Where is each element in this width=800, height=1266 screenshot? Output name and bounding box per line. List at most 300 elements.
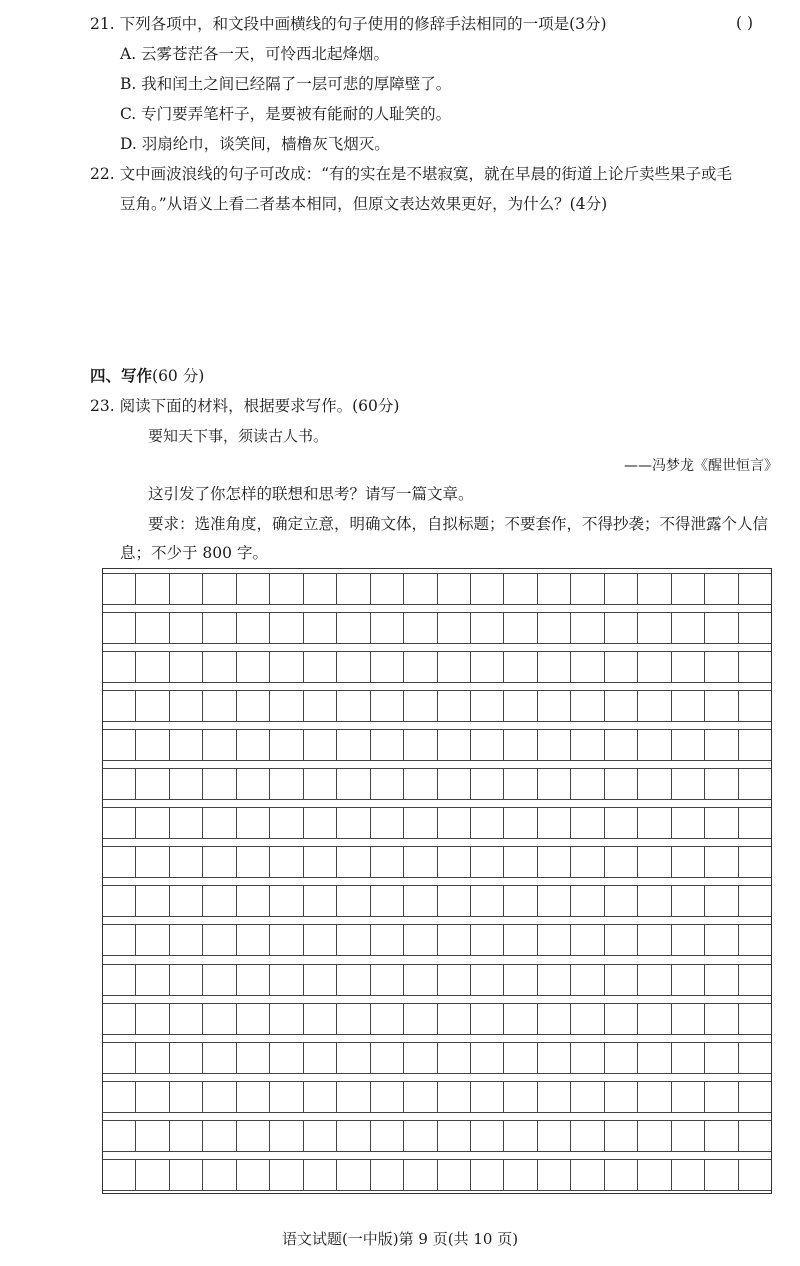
- grid-cell[interactable]: [371, 1004, 404, 1034]
- grid-cell[interactable]: [672, 613, 705, 643]
- grid-cell[interactable]: [471, 769, 504, 799]
- grid-cell[interactable]: [739, 965, 771, 995]
- grid-cell[interactable]: [170, 730, 203, 760]
- grid-cell[interactable]: [705, 886, 738, 916]
- grid-cell[interactable]: [438, 652, 471, 682]
- grid-cell[interactable]: [371, 730, 404, 760]
- grid-cell[interactable]: [504, 847, 537, 877]
- grid-cell[interactable]: [739, 574, 771, 604]
- grid-cell[interactable]: [538, 847, 571, 877]
- grid-cell[interactable]: [270, 925, 303, 955]
- grid-cell[interactable]: [538, 1160, 571, 1190]
- grid-cell[interactable]: [270, 965, 303, 995]
- grid-cell[interactable]: [705, 925, 738, 955]
- grid-cell[interactable]: [270, 1082, 303, 1112]
- grid-cell[interactable]: [471, 691, 504, 721]
- grid-cell[interactable]: [103, 886, 136, 916]
- grid-cell[interactable]: [404, 730, 437, 760]
- grid-cell[interactable]: [304, 769, 337, 799]
- grid-cell[interactable]: [739, 808, 771, 838]
- grid-cell[interactable]: [237, 1082, 270, 1112]
- grid-cell[interactable]: [504, 613, 537, 643]
- grid-cell[interactable]: [538, 965, 571, 995]
- grid-cell[interactable]: [270, 691, 303, 721]
- grid-cell[interactable]: [571, 965, 604, 995]
- grid-cell[interactable]: [203, 886, 236, 916]
- grid-cell[interactable]: [404, 808, 437, 838]
- grid-cell[interactable]: [170, 1121, 203, 1151]
- grid-cell[interactable]: [371, 965, 404, 995]
- grid-cell[interactable]: [371, 1160, 404, 1190]
- grid-cell[interactable]: [638, 652, 671, 682]
- grid-cell[interactable]: [605, 691, 638, 721]
- grid-cell[interactable]: [605, 769, 638, 799]
- grid-cell[interactable]: [304, 574, 337, 604]
- grid-cell[interactable]: [672, 1160, 705, 1190]
- grid-cell[interactable]: [337, 730, 370, 760]
- grid-cell[interactable]: [705, 1004, 738, 1034]
- grid-cell[interactable]: [203, 769, 236, 799]
- grid-cell[interactable]: [571, 730, 604, 760]
- grid-cell[interactable]: [538, 1082, 571, 1112]
- grid-cell[interactable]: [203, 1004, 236, 1034]
- grid-cell[interactable]: [438, 769, 471, 799]
- grid-cell[interactable]: [638, 1004, 671, 1034]
- grid-cell[interactable]: [237, 808, 270, 838]
- grid-cell[interactable]: [638, 574, 671, 604]
- grid-cell[interactable]: [571, 613, 604, 643]
- grid-cell[interactable]: [136, 691, 169, 721]
- grid-cell[interactable]: [605, 1043, 638, 1073]
- grid-cell[interactable]: [605, 1004, 638, 1034]
- grid-cell[interactable]: [504, 1160, 537, 1190]
- grid-cell[interactable]: [605, 1121, 638, 1151]
- grid-cell[interactable]: [136, 1121, 169, 1151]
- grid-cell[interactable]: [371, 925, 404, 955]
- grid-cell[interactable]: [571, 1043, 604, 1073]
- grid-cell[interactable]: [136, 730, 169, 760]
- grid-cell[interactable]: [304, 613, 337, 643]
- grid-cell[interactable]: [337, 925, 370, 955]
- grid-cell[interactable]: [304, 1004, 337, 1034]
- grid-cell[interactable]: [237, 886, 270, 916]
- grid-cell[interactable]: [337, 886, 370, 916]
- grid-cell[interactable]: [203, 965, 236, 995]
- grid-cell[interactable]: [438, 925, 471, 955]
- grid-cell[interactable]: [605, 613, 638, 643]
- grid-cell[interactable]: [438, 730, 471, 760]
- grid-cell[interactable]: [270, 613, 303, 643]
- grid-cell[interactable]: [170, 808, 203, 838]
- grid-cell[interactable]: [571, 925, 604, 955]
- grid-cell[interactable]: [103, 691, 136, 721]
- grid-cell[interactable]: [371, 769, 404, 799]
- grid-cell[interactable]: [638, 1160, 671, 1190]
- grid-cell[interactable]: [304, 1160, 337, 1190]
- grid-cell[interactable]: [504, 965, 537, 995]
- grid-cell[interactable]: [638, 1121, 671, 1151]
- grid-cell[interactable]: [438, 847, 471, 877]
- grid-cell[interactable]: [203, 574, 236, 604]
- grid-cell[interactable]: [170, 1043, 203, 1073]
- grid-cell[interactable]: [136, 1004, 169, 1034]
- grid-cell[interactable]: [538, 769, 571, 799]
- grid-cell[interactable]: [504, 652, 537, 682]
- grid-cell[interactable]: [170, 1160, 203, 1190]
- grid-cell[interactable]: [170, 691, 203, 721]
- grid-cell[interactable]: [471, 1082, 504, 1112]
- grid-cell[interactable]: [504, 1121, 537, 1151]
- grid-cell[interactable]: [605, 965, 638, 995]
- grid-cell[interactable]: [672, 965, 705, 995]
- grid-cell[interactable]: [170, 925, 203, 955]
- grid-cell[interactable]: [304, 808, 337, 838]
- grid-cell[interactable]: [304, 730, 337, 760]
- grid-cell[interactable]: [404, 613, 437, 643]
- grid-cell[interactable]: [471, 613, 504, 643]
- grid-cell[interactable]: [739, 613, 771, 643]
- grid-cell[interactable]: [203, 925, 236, 955]
- grid-cell[interactable]: [638, 886, 671, 916]
- grid-cell[interactable]: [471, 1043, 504, 1073]
- grid-cell[interactable]: [136, 965, 169, 995]
- grid-cell[interactable]: [304, 965, 337, 995]
- grid-cell[interactable]: [705, 1082, 738, 1112]
- grid-cell[interactable]: [237, 1160, 270, 1190]
- grid-cell[interactable]: [538, 808, 571, 838]
- grid-cell[interactable]: [504, 691, 537, 721]
- grid-cell[interactable]: [404, 847, 437, 877]
- grid-cell[interactable]: [438, 613, 471, 643]
- grid-cell[interactable]: [237, 691, 270, 721]
- grid-cell[interactable]: [672, 574, 705, 604]
- grid-cell[interactable]: [705, 574, 738, 604]
- grid-cell[interactable]: [504, 886, 537, 916]
- grid-cell[interactable]: [404, 965, 437, 995]
- grid-cell[interactable]: [471, 808, 504, 838]
- grid-cell[interactable]: [103, 925, 136, 955]
- answer-bracket[interactable]: ( ): [736, 14, 754, 32]
- grid-cell[interactable]: [672, 925, 705, 955]
- grid-cell[interactable]: [605, 574, 638, 604]
- grid-cell[interactable]: [136, 769, 169, 799]
- grid-cell[interactable]: [337, 1043, 370, 1073]
- grid-cell[interactable]: [638, 691, 671, 721]
- grid-cell[interactable]: [705, 965, 738, 995]
- grid-cell[interactable]: [237, 965, 270, 995]
- grid-cell[interactable]: [438, 574, 471, 604]
- grid-cell[interactable]: [605, 925, 638, 955]
- grid-cell[interactable]: [638, 808, 671, 838]
- grid-cell[interactable]: [538, 613, 571, 643]
- writing-grid[interactable]: [102, 568, 772, 1194]
- grid-cell[interactable]: [638, 730, 671, 760]
- grid-cell[interactable]: [237, 769, 270, 799]
- grid-cell[interactable]: [203, 652, 236, 682]
- grid-cell[interactable]: [504, 1082, 537, 1112]
- grid-cell[interactable]: [203, 808, 236, 838]
- grid-cell[interactable]: [170, 847, 203, 877]
- grid-cell[interactable]: [672, 691, 705, 721]
- grid-cell[interactable]: [103, 808, 136, 838]
- grid-cell[interactable]: [404, 1004, 437, 1034]
- grid-cell[interactable]: [170, 574, 203, 604]
- grid-cell[interactable]: [270, 808, 303, 838]
- grid-cell[interactable]: [170, 769, 203, 799]
- grid-cell[interactable]: [438, 1043, 471, 1073]
- grid-cell[interactable]: [471, 730, 504, 760]
- grid-cell[interactable]: [471, 965, 504, 995]
- grid-cell[interactable]: [270, 847, 303, 877]
- grid-cell[interactable]: [538, 730, 571, 760]
- grid-cell[interactable]: [638, 847, 671, 877]
- grid-cell[interactable]: [203, 1160, 236, 1190]
- grid-cell[interactable]: [371, 613, 404, 643]
- grid-cell[interactable]: [103, 1043, 136, 1073]
- grid-cell[interactable]: [337, 1082, 370, 1112]
- grid-cell[interactable]: [337, 847, 370, 877]
- grid-cell[interactable]: [371, 1043, 404, 1073]
- grid-cell[interactable]: [404, 1082, 437, 1112]
- grid-cell[interactable]: [672, 1082, 705, 1112]
- grid-cell[interactable]: [705, 730, 738, 760]
- grid-cell[interactable]: [103, 965, 136, 995]
- grid-cell[interactable]: [705, 1160, 738, 1190]
- grid-cell[interactable]: [103, 652, 136, 682]
- grid-cell[interactable]: [170, 965, 203, 995]
- grid-cell[interactable]: [605, 886, 638, 916]
- grid-cell[interactable]: [705, 613, 738, 643]
- grid-cell[interactable]: [237, 730, 270, 760]
- grid-cell[interactable]: [371, 1121, 404, 1151]
- grid-cell[interactable]: [672, 730, 705, 760]
- grid-cell[interactable]: [337, 769, 370, 799]
- grid-cell[interactable]: [504, 1004, 537, 1034]
- grid-cell[interactable]: [203, 1082, 236, 1112]
- grid-cell[interactable]: [136, 1082, 169, 1112]
- grid-cell[interactable]: [672, 1121, 705, 1151]
- grid-cell[interactable]: [438, 965, 471, 995]
- grid-cell[interactable]: [739, 925, 771, 955]
- grid-cell[interactable]: [739, 691, 771, 721]
- grid-cell[interactable]: [203, 1121, 236, 1151]
- grid-cell[interactable]: [571, 574, 604, 604]
- grid-cell[interactable]: [739, 1160, 771, 1190]
- grid-cell[interactable]: [270, 1043, 303, 1073]
- grid-cell[interactable]: [638, 613, 671, 643]
- grid-cell[interactable]: [170, 1004, 203, 1034]
- grid-cell[interactable]: [638, 1082, 671, 1112]
- grid-cell[interactable]: [103, 1004, 136, 1034]
- grid-cell[interactable]: [471, 1160, 504, 1190]
- grid-cell[interactable]: [304, 1043, 337, 1073]
- grid-cell[interactable]: [438, 1121, 471, 1151]
- grid-cell[interactable]: [136, 652, 169, 682]
- grid-cell[interactable]: [337, 652, 370, 682]
- grid-cell[interactable]: [203, 847, 236, 877]
- grid-cell[interactable]: [504, 730, 537, 760]
- grid-cell[interactable]: [538, 1121, 571, 1151]
- grid-cell[interactable]: [304, 847, 337, 877]
- grid-cell[interactable]: [371, 1082, 404, 1112]
- grid-cell[interactable]: [538, 691, 571, 721]
- grid-cell[interactable]: [571, 1082, 604, 1112]
- grid-cell[interactable]: [739, 886, 771, 916]
- grid-cell[interactable]: [203, 1043, 236, 1073]
- grid-cell[interactable]: [638, 769, 671, 799]
- grid-cell[interactable]: [538, 925, 571, 955]
- grid-cell[interactable]: [136, 847, 169, 877]
- grid-cell[interactable]: [471, 925, 504, 955]
- grid-cell[interactable]: [471, 1121, 504, 1151]
- grid-cell[interactable]: [270, 1004, 303, 1034]
- grid-cell[interactable]: [504, 925, 537, 955]
- grid-cell[interactable]: [371, 574, 404, 604]
- grid-cell[interactable]: [337, 1121, 370, 1151]
- grid-cell[interactable]: [136, 1043, 169, 1073]
- grid-cell[interactable]: [438, 1004, 471, 1034]
- grid-cell[interactable]: [739, 769, 771, 799]
- grid-cell[interactable]: [571, 1160, 604, 1190]
- grid-cell[interactable]: [739, 847, 771, 877]
- grid-cell[interactable]: [471, 1004, 504, 1034]
- grid-cell[interactable]: [672, 808, 705, 838]
- grid-cell[interactable]: [337, 613, 370, 643]
- grid-cell[interactable]: [103, 847, 136, 877]
- grid-cell[interactable]: [504, 769, 537, 799]
- grid-cell[interactable]: [404, 1160, 437, 1190]
- grid-cell[interactable]: [304, 1082, 337, 1112]
- grid-cell[interactable]: [471, 886, 504, 916]
- grid-cell[interactable]: [605, 1160, 638, 1190]
- grid-cell[interactable]: [237, 925, 270, 955]
- grid-cell[interactable]: [136, 886, 169, 916]
- grid-cell[interactable]: [538, 886, 571, 916]
- grid-cell[interactable]: [103, 1082, 136, 1112]
- grid-cell[interactable]: [270, 730, 303, 760]
- grid-cell[interactable]: [672, 886, 705, 916]
- grid-cell[interactable]: [672, 1043, 705, 1073]
- grid-cell[interactable]: [739, 1004, 771, 1034]
- grid-cell[interactable]: [337, 1004, 370, 1034]
- grid-cell[interactable]: [672, 847, 705, 877]
- grid-cell[interactable]: [136, 574, 169, 604]
- grid-cell[interactable]: [103, 574, 136, 604]
- grid-cell[interactable]: [605, 652, 638, 682]
- grid-cell[interactable]: [404, 886, 437, 916]
- grid-cell[interactable]: [404, 769, 437, 799]
- grid-cell[interactable]: [538, 1043, 571, 1073]
- grid-cell[interactable]: [571, 847, 604, 877]
- grid-cell[interactable]: [705, 1043, 738, 1073]
- grid-cell[interactable]: [304, 691, 337, 721]
- grid-cell[interactable]: [237, 1004, 270, 1034]
- grid-cell[interactable]: [438, 691, 471, 721]
- grid-cell[interactable]: [739, 1043, 771, 1073]
- grid-cell[interactable]: [504, 1043, 537, 1073]
- grid-cell[interactable]: [371, 691, 404, 721]
- grid-cell[interactable]: [270, 1121, 303, 1151]
- grid-cell[interactable]: [705, 769, 738, 799]
- grid-cell[interactable]: [438, 886, 471, 916]
- grid-cell[interactable]: [337, 691, 370, 721]
- grid-cell[interactable]: [404, 574, 437, 604]
- grid-cell[interactable]: [538, 1004, 571, 1034]
- grid-cell[interactable]: [170, 613, 203, 643]
- grid-cell[interactable]: [270, 574, 303, 604]
- grid-cell[interactable]: [270, 1160, 303, 1190]
- grid-cell[interactable]: [103, 613, 136, 643]
- grid-cell[interactable]: [170, 1082, 203, 1112]
- grid-cell[interactable]: [471, 847, 504, 877]
- grid-cell[interactable]: [605, 847, 638, 877]
- grid-cell[interactable]: [136, 1160, 169, 1190]
- grid-cell[interactable]: [337, 574, 370, 604]
- grid-cell[interactable]: [237, 574, 270, 604]
- grid-cell[interactable]: [404, 1121, 437, 1151]
- grid-cell[interactable]: [471, 574, 504, 604]
- grid-cell[interactable]: [304, 652, 337, 682]
- grid-cell[interactable]: [739, 652, 771, 682]
- grid-cell[interactable]: [304, 1121, 337, 1151]
- grid-cell[interactable]: [438, 808, 471, 838]
- grid-cell[interactable]: [404, 1043, 437, 1073]
- grid-cell[interactable]: [371, 847, 404, 877]
- grid-cell[interactable]: [571, 691, 604, 721]
- grid-cell[interactable]: [605, 1082, 638, 1112]
- grid-cell[interactable]: [371, 886, 404, 916]
- grid-cell[interactable]: [103, 1160, 136, 1190]
- grid-cell[interactable]: [739, 730, 771, 760]
- grid-cell[interactable]: [672, 769, 705, 799]
- grid-cell[interactable]: [438, 1082, 471, 1112]
- grid-cell[interactable]: [571, 808, 604, 838]
- grid-cell[interactable]: [638, 1043, 671, 1073]
- grid-cell[interactable]: [571, 886, 604, 916]
- grid-cell[interactable]: [103, 730, 136, 760]
- grid-cell[interactable]: [304, 886, 337, 916]
- grid-cell[interactable]: [571, 769, 604, 799]
- grid-cell[interactable]: [237, 1043, 270, 1073]
- grid-cell[interactable]: [203, 730, 236, 760]
- grid-cell[interactable]: [136, 808, 169, 838]
- grid-cell[interactable]: [504, 574, 537, 604]
- grid-cell[interactable]: [438, 1160, 471, 1190]
- grid-cell[interactable]: [337, 1160, 370, 1190]
- grid-cell[interactable]: [337, 965, 370, 995]
- grid-cell[interactable]: [705, 691, 738, 721]
- grid-cell[interactable]: [136, 925, 169, 955]
- grid-cell[interactable]: [504, 808, 537, 838]
- grid-cell[interactable]: [705, 1121, 738, 1151]
- grid-cell[interactable]: [638, 965, 671, 995]
- grid-cell[interactable]: [203, 691, 236, 721]
- grid-cell[interactable]: [103, 769, 136, 799]
- grid-cell[interactable]: [170, 652, 203, 682]
- grid-cell[interactable]: [605, 730, 638, 760]
- grid-cell[interactable]: [270, 886, 303, 916]
- grid-cell[interactable]: [705, 847, 738, 877]
- grid-cell[interactable]: [270, 769, 303, 799]
- grid-cell[interactable]: [203, 613, 236, 643]
- grid-cell[interactable]: [237, 847, 270, 877]
- grid-cell[interactable]: [705, 808, 738, 838]
- grid-cell[interactable]: [672, 652, 705, 682]
- grid-cell[interactable]: [538, 574, 571, 604]
- grid-cell[interactable]: [237, 652, 270, 682]
- grid-cell[interactable]: [170, 886, 203, 916]
- grid-cell[interactable]: [136, 613, 169, 643]
